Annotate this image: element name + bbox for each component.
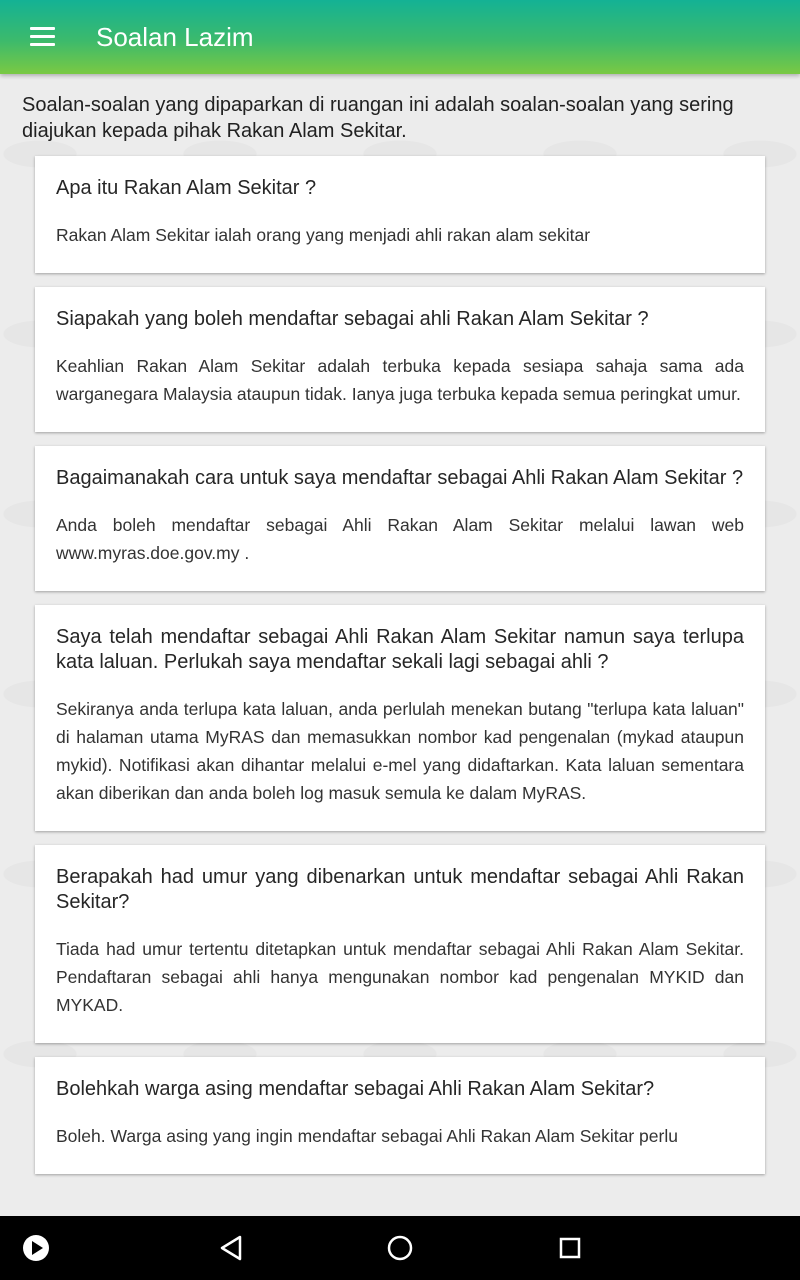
faq-question: Apa itu Rakan Alam Sekitar ?	[56, 177, 317, 199]
faq-card[interactable]	[35, 605, 765, 831]
faq-scroll-area[interactable]	[0, 74, 800, 1216]
faq-question: Berapakah had umur yang dibenarkan untuk mendaftar sebagai Ahli Rakan Sekitar?	[56, 866, 744, 913]
faq-question: Bagaimanakah cara untuk saya mendaftar sebagai Ahli Rakan Alam Sekitar ?	[56, 467, 744, 489]
faq-list	[0, 156, 800, 1174]
faq-card[interactable]	[35, 845, 765, 1043]
recents-icon[interactable]	[558, 1234, 582, 1262]
menu-icon[interactable]	[30, 27, 55, 47]
system-nav-bar	[0, 1216, 800, 1280]
play-icon[interactable]	[22, 1234, 50, 1262]
home-icon[interactable]	[386, 1234, 414, 1262]
back-icon[interactable]	[218, 1234, 244, 1262]
intro-text: Soalan-soalan yang dipaparkan di ruangan ini adalah soalan-soalan yang sering diajukan kepada pihak Rakan Alam Sekitar.	[22, 94, 734, 142]
faq-answer: Anda boleh mendaftar sebagai Ahli Rakan Alam Sekitar melalui lawan web www.myras.doe.gov.my .	[56, 515, 744, 563]
faq-question: Saya telah mendaftar sebagai Ahli Rakan Alam Sekitar namun saya terlupa kata laluan. Perlukah saya mendaftar sekali lagi sebagai ahli ?	[56, 626, 744, 673]
faq-card[interactable]	[35, 446, 765, 591]
faq-question: Siapakah yang boleh mendaftar sebagai ahli Rakan Alam Sekitar ?	[56, 308, 649, 330]
faq-question: Bolehkah warga asing mendaftar sebagai Ahli Rakan Alam Sekitar?	[56, 1078, 655, 1100]
faq-card[interactable]	[35, 287, 765, 432]
app-bar	[0, 0, 800, 74]
faq-answer: Sekiranya anda terlupa kata laluan, anda perlulah menekan butang "terlupa kata laluan" di halaman utama MyRAS dan memasukkan nombor kad pengenalan (mykad ataupun mykid). Notifikasi akan dihantar melalui e-mel yang didaftarkan. Kata laluan sementara akan diberikan dan anda boleh log masuk semula ke dalam MyRAS.	[56, 699, 744, 803]
faq-answer: Keahlian Rakan Alam Sekitar adalah terbuka kepada sesiapa sahaja sama ada warganegara Malaysia ataupun tidak. Ianya juga terbuka kepada semua peringkat umur.	[56, 356, 744, 404]
faq-answer: Rakan Alam Sekitar ialah orang yang menjadi ahli rakan alam sekitar	[56, 225, 591, 245]
page-title: Soalan Lazim	[96, 22, 254, 52]
faq-card[interactable]	[35, 156, 765, 273]
faq-answer: Boleh. Warga asing yang ingin mendaftar sebagai Ahli Rakan Alam Sekitar perlu	[56, 1126, 678, 1146]
faq-card[interactable]	[35, 1057, 765, 1174]
faq-answer: Tiada had umur tertentu ditetapkan untuk mendaftar sebagai Ahli Rakan Alam Sekitar. Pendaftaran sebagai ahli hanya mengunakan nombor kad pengenalan MYKID dan MYKAD.	[56, 939, 744, 1015]
